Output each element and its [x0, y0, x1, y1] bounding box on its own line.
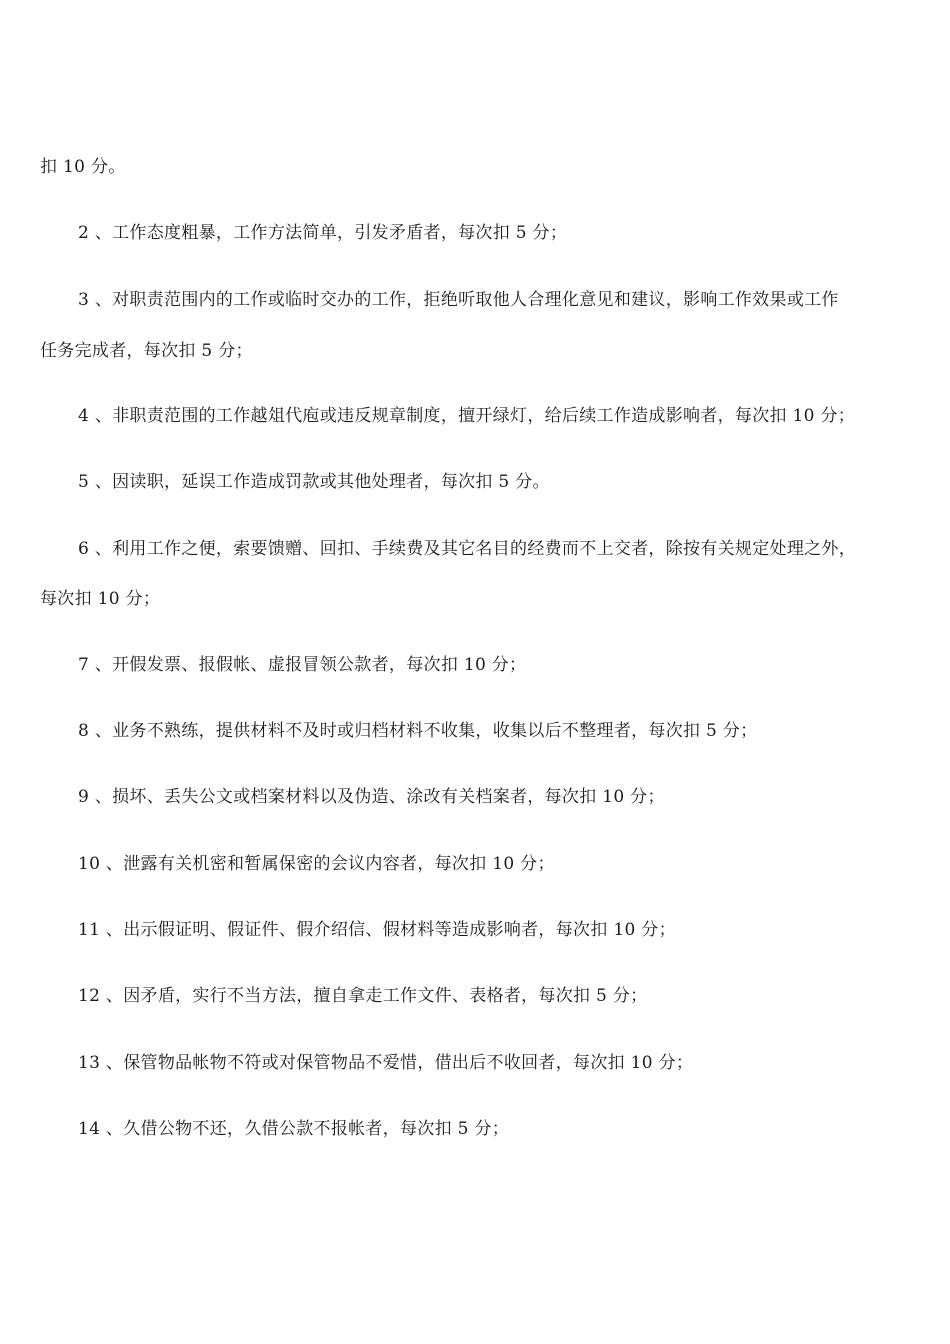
rule-item-3: 3 、对职责范围内的工作或临时交办的工作，拒绝听取他人合理化意见和建议，影响工作效果或工作 [78, 290, 839, 310]
rule-item-12: 12 、因矛盾，实行不当方法，擅自拿走工作文件、表格者，每次扣 5 分； [78, 986, 648, 1006]
rule-item-6: 6 、利用工作之便，索要馈赠、回扣、手续费及其它名目的经费而不上交者，除按有关规定处理之外， [78, 539, 857, 559]
rule-item-14: 14 、久借公物不还，久借公款不报帐者，每次扣 5 分； [78, 1119, 510, 1139]
rule-item-5: 5 、因读职，延误工作造成罚款或其他处理者，每次扣 5 分。 [78, 472, 550, 492]
rule-item-13: 13 、保管物品帐物不符或对保管物品不爱惜，借出后不收回者，每次扣 10 分； [78, 1053, 694, 1073]
rule-item-6-continuation: 每次扣 10 分； [40, 589, 161, 609]
text-line-continuation: 扣 10 分。 [40, 157, 126, 177]
rule-item-4: 4 、非职责范围的工作越俎代庖或违反规章制度，擅开绿灯，给后续工作造成影响者，每次扣 10 分； [78, 406, 856, 426]
rule-item-7: 7 、开假发票、报假帐、虚报冒领公款者，每次扣 10 分； [78, 655, 527, 675]
rule-item-3-continuation: 任务完成者，每次扣 5 分； [40, 341, 253, 361]
rule-item-2: 2 、工作态度粗暴，工作方法简单，引发矛盾者，每次扣 5 分； [78, 223, 568, 243]
rule-item-9: 9 、损坏、丢失公文或档案材料以及伪造、涂改有关档案者，每次扣 10 分； [78, 787, 665, 807]
rule-item-10: 10 、泄露有关机密和暂属保密的会议内容者，每次扣 10 分； [78, 854, 555, 874]
rule-item-11: 11 、出示假证明、假证件、假介绍信、假材料等造成影响者，每次扣 10 分； [78, 920, 676, 940]
rule-item-8: 8 、业务不熟练，提供材料不及时或归档材料不收集，收集以后不整理者，每次扣 5 分； [78, 721, 758, 741]
